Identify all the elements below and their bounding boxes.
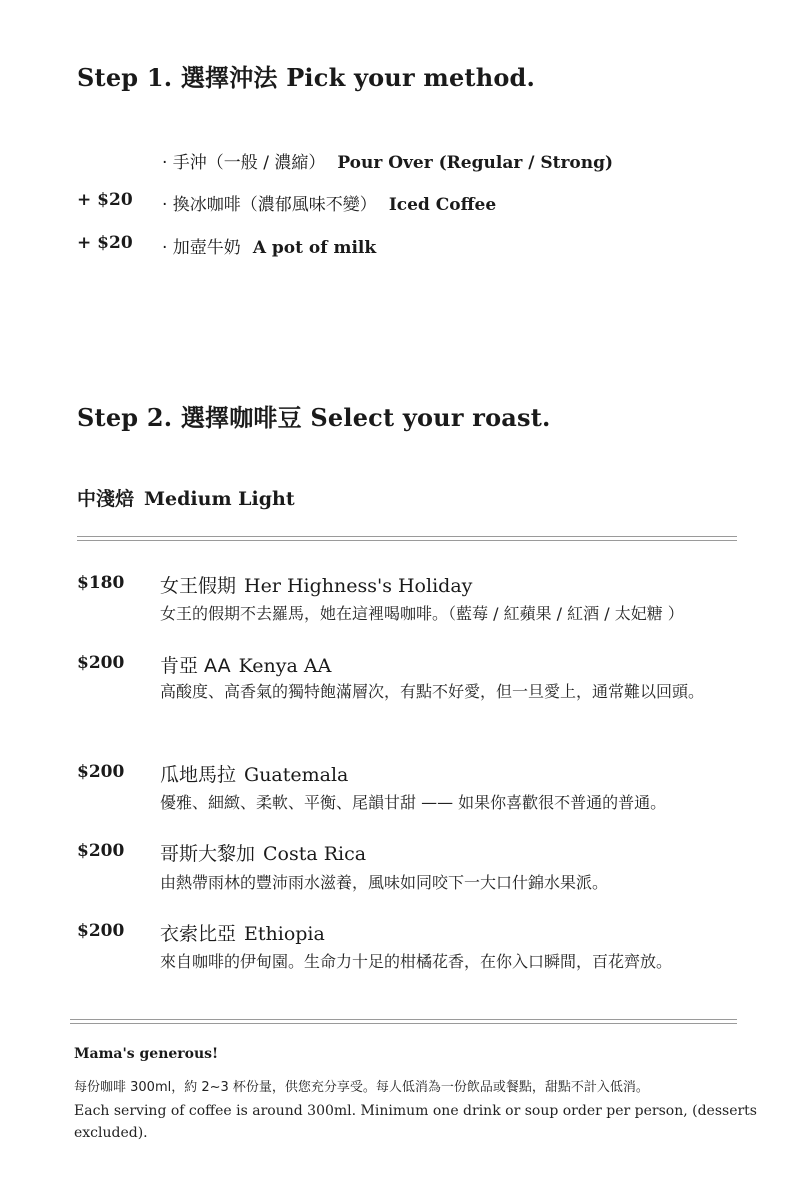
method-label-zh: · 加壺牛奶 bbox=[162, 238, 241, 258]
bean-price: $200 bbox=[77, 762, 125, 782]
bean-name bbox=[160, 919, 325, 946]
bean-name-zh: 瓜地馬拉 bbox=[160, 764, 237, 786]
bean-name-en: Her Highness's Holiday bbox=[244, 575, 473, 597]
bean-name bbox=[160, 571, 472, 598]
method-label-en: A pot of milk bbox=[252, 238, 377, 258]
method-label-zh: · 換冰咖啡（濃郁風味不變） bbox=[162, 195, 377, 215]
method-price: + $20 bbox=[77, 190, 133, 210]
bean-description: 由熱帶雨林的豐沛雨水滋養，風味如同咬下一大口什錦水果派。 bbox=[160, 873, 609, 892]
bean-name-zh: 肯亞 AA bbox=[160, 655, 231, 677]
roast-heading bbox=[77, 484, 295, 511]
bean-name-en: Ethiopia bbox=[244, 923, 325, 945]
step2-title: Step 2. 選擇咖啡豆 Select your roast. bbox=[77, 403, 551, 432]
note-text-zh: 每份咖啡 300ml，約 2~3 杯份量，供您充分享受。每人低消為一份飲品或餐點，甜點不計入低消。 bbox=[74, 1080, 649, 1095]
roast-name-zh: 中淺焙 bbox=[77, 488, 135, 510]
bean-name-zh: 女王假期 bbox=[160, 575, 237, 597]
bean-name-en: Costa Rica bbox=[263, 843, 367, 865]
bean-name-zh: 衣索比亞 bbox=[160, 923, 237, 945]
bean-price: $200 bbox=[77, 841, 125, 861]
method-label-en: Iced Coffee bbox=[388, 195, 497, 215]
method-price: + $20 bbox=[77, 233, 133, 253]
bean-price: $200 bbox=[77, 921, 125, 941]
bean-price: $180 bbox=[77, 573, 125, 593]
bean-description: 優雅、細緻、柔軟、平衡、尾韻甘甜 —— 如果你喜歡很不普通的普通。 bbox=[160, 793, 667, 812]
bean-description: 來自咖啡的伊甸園。生命力十足的柑橘花香，在你入口瞬間，百花齊放。 bbox=[160, 952, 673, 971]
bean-description: 女王的假期不去羅馬，她在這裡喝咖啡。（藍莓 / 紅蘋果 / 紅酒 / 太妃糖 ） bbox=[160, 604, 684, 623]
bean-name bbox=[160, 651, 331, 678]
bean-name bbox=[160, 839, 366, 866]
bean-price: $200 bbox=[77, 653, 125, 673]
note-title: Mama's generous! bbox=[74, 1046, 219, 1062]
bean-description: 高酸度、高香氣的獨特飽滿層次，有點不好愛，但一旦愛上，通常難以回頭。 bbox=[160, 682, 705, 701]
roast-name-en: Medium Light bbox=[144, 488, 295, 510]
bean-name-en: Guatemala bbox=[244, 764, 349, 786]
bean-name bbox=[160, 760, 348, 787]
method-label-en: Pour Over (Regular / Strong) bbox=[337, 153, 614, 173]
step1-title: Step 1. 選擇沖法 Pick your method. bbox=[77, 63, 536, 92]
footer-divider bbox=[70, 1019, 737, 1024]
bean-name-zh: 哥斯大黎加 bbox=[160, 843, 256, 865]
section-divider bbox=[77, 536, 737, 541]
bean-name-en: Kenya AA bbox=[238, 655, 332, 677]
note-text-en: Each serving of coffee is around 300ml. Minimum one drink or soup order per person, (desserts excluded). bbox=[74, 1103, 757, 1141]
method-label-zh: · 手沖（一般 / 濃縮） bbox=[162, 153, 326, 173]
